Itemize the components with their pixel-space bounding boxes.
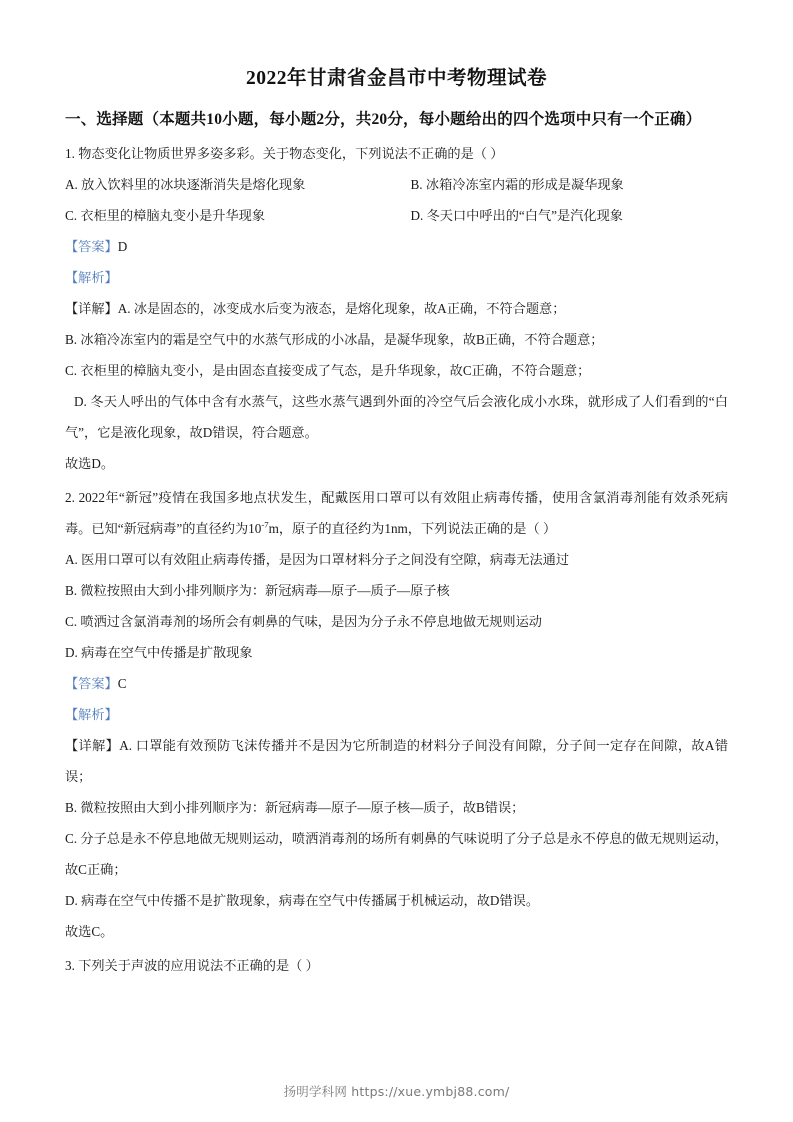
question-2-stem-part2: m，原子的直径约为1nm，下列说法正确的是（ ） bbox=[268, 521, 557, 536]
question-2-option-b[interactable]: B. 微粒按照由大到小排列顺序为：新冠病毒—原子—质子—原子核 bbox=[65, 583, 450, 598]
question-2-detail-first-text: A. 口罩能有效预防飞沫传播并不是因为它所制造的材料分子间没有间隙，分子间一定存在间隙，故A错误； bbox=[65, 738, 729, 784]
question-2-analysis-label: 【解析】 bbox=[65, 707, 118, 722]
question-1-analysis-label: 【解析】 bbox=[65, 270, 118, 285]
question-1-detail-first bbox=[65, 293, 728, 324]
question-1-option-c[interactable]: C. 衣柜里的樟脑丸变小是升华现象 bbox=[65, 208, 266, 223]
question-1-answer-line bbox=[65, 231, 728, 262]
question-2-detail-c: C. 分子总是永不停息地做无规则运动，喷洒消毒剂的场所有刺鼻的气味说明了分子总是永不停息的做无规则运动，故C正确； bbox=[65, 831, 728, 877]
question-1-detail-first-text: A. 冰是固态的，冰变成水后变为液态，是熔化现象，故A正确，不符合题意； bbox=[117, 301, 566, 316]
question-1-detail-c: C. 衣柜里的樟脑丸变小，是由固态直接变成了气态，是升华现象，故C正确，不符合题意； bbox=[65, 363, 591, 378]
question-3-stem: 3. 下列关于声波的应用说法不正确的是（ ） bbox=[65, 958, 319, 973]
question-2-detail-b: B. 微粒按照由大到小排列顺序为：新冠病毒—原子—原子核—质子，故B错误； bbox=[65, 800, 525, 815]
question-1-conclusion: 故选D。 bbox=[65, 456, 115, 471]
question-2-detail-d: D. 病毒在空气中传播不是扩散现象，病毒在空气中传播属于机械运动，故D错误。 bbox=[65, 893, 540, 908]
footer-watermark: 扬明学科网 https://xue.ymbj88.com/ bbox=[283, 1084, 510, 1099]
question-1-detail-b: B. 冰箱冷冻室内的霜是空气中的水蒸气形成的小冰晶，是凝华现象，故B正确，不符合题意； bbox=[65, 332, 604, 347]
question-2-answer-value: C bbox=[117, 676, 127, 691]
question-2-detail-first bbox=[65, 730, 728, 792]
answer-label: 【答案】 bbox=[65, 239, 118, 254]
question-1-detail-d: D. 冬天人呼出的气体中含有水蒸气，这些水蒸气遇到外面的冷空气后会液化成小水珠，就形成了人们看到的“白气”，它是液化现象，故D错误，符合题意。 bbox=[65, 394, 728, 440]
question-2-option-d[interactable]: D. 病毒在空气中传播是扩散现象 bbox=[65, 645, 253, 660]
question-1-options-row-1 bbox=[65, 169, 728, 200]
question-2-stem-part1: 2. 2022年“新冠”疫情在我国多地点状发生，配戴医用口罩可以有效阻止病毒传播，使用含氯消毒剂能有效杀死病毒。已知“新冠病毒”的直径约为10 bbox=[65, 490, 728, 536]
page-title: 2022年甘肃省金昌市中考物理试卷 bbox=[245, 68, 547, 89]
question-1-option-b[interactable]: B. 冰箱冷冻室内霜的形成是凝华现象 bbox=[410, 177, 624, 192]
detail-label: 【详解】 bbox=[65, 738, 120, 753]
question-2-answer-line bbox=[65, 668, 728, 699]
answer-label: 【答案】 bbox=[65, 676, 118, 691]
section-heading: 一、选择题（本题共10小题，每小题2分，共20分，每小题给出的四个选项中只有一个正确） bbox=[65, 111, 702, 128]
question-1-option-d[interactable]: D. 冬天口中呼出的“白气”是汽化现象 bbox=[410, 208, 623, 223]
question-1-stem: 1. 物态变化让物质世界多姿多彩。关于物态变化，下列说法不正确的是（ ） bbox=[65, 146, 504, 161]
question-1-answer-value: D bbox=[117, 239, 128, 254]
question-2-stem-exponent: -7 bbox=[261, 519, 269, 530]
question-2-option-a[interactable]: A. 医用口罩可以有效阻止病毒传播，是因为口罩材料分子之间没有空隙，病毒无法通过 bbox=[65, 552, 570, 567]
question-1-option-a[interactable]: A. 放入饮料里的冰块逐渐消失是熔化现象 bbox=[65, 177, 306, 192]
question-2-conclusion: 故选C。 bbox=[65, 924, 114, 939]
question-2-option-c[interactable]: C. 喷洒过含氯消毒剂的场所会有刺鼻的气味，是因为分子永不停息地做无规则运动 bbox=[65, 614, 542, 629]
question-1-options-row-2 bbox=[65, 200, 728, 231]
question-2-stem bbox=[65, 482, 728, 544]
detail-label: 【详解】 bbox=[65, 301, 118, 316]
